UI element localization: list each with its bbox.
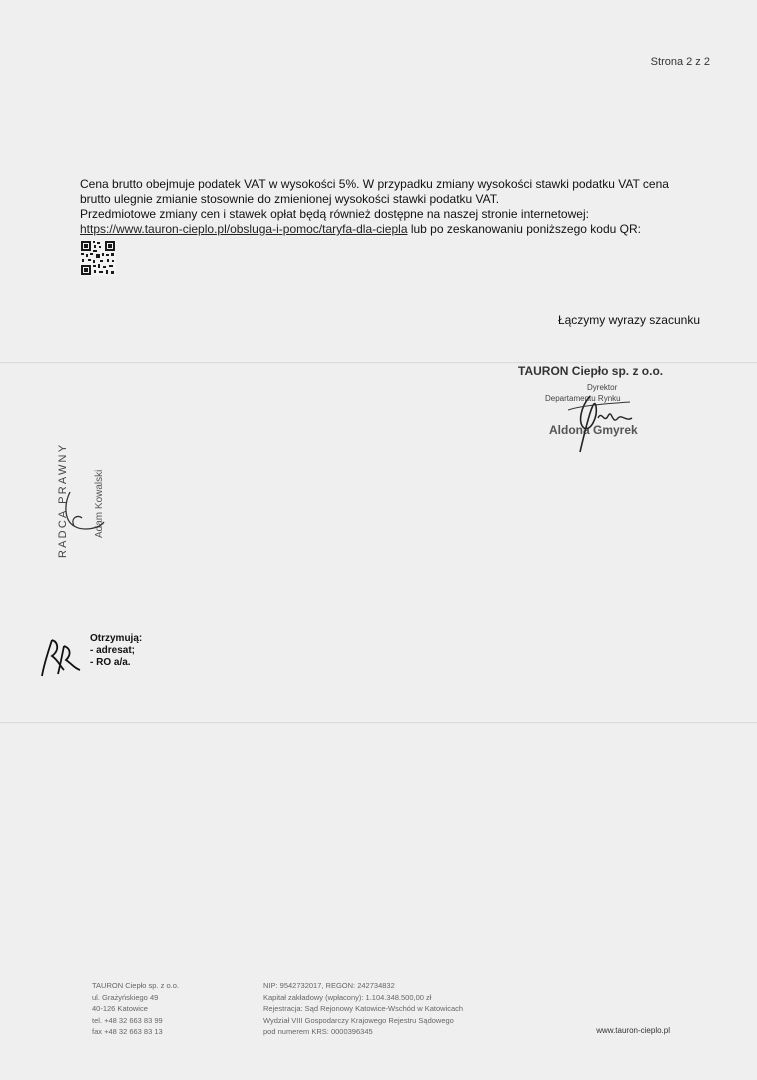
footer-registry [263, 980, 463, 1038]
body-line: Cena brutto obejmuje podatek VAT w wysokości 5%. W przypadku zmiany wysokości stawki podatku VAT cena [80, 177, 669, 191]
stamp-signature [60, 488, 110, 538]
footer-line: fax +48 32 663 83 13 [92, 1027, 163, 1036]
stamp-name: Adam Kowalski [94, 469, 105, 538]
signature-role: Departamentu Rynku [545, 394, 621, 403]
recipients-heading: Otrzymują: [90, 633, 143, 644]
footer-line: Kapitał zakładowy (wpłacony): 1.104.348.500,00 zł [263, 992, 432, 1002]
signature-name: Aldona Gmyrek [549, 423, 638, 437]
body-line: brutto ulegnie zmianie stosownie do zmienionej wysokości stawki podatku VAT. [80, 192, 500, 206]
footer-line: TAURON Ciepło sp. z o.o. [92, 981, 179, 990]
recipients-list [90, 633, 142, 669]
recipient-item: - RO a/a. [90, 657, 131, 668]
footer-website[interactable]: www.tauron-cieplo.pl [596, 1026, 670, 1035]
handwritten-initials [38, 636, 82, 678]
footer-line: ul. Grażyńskiego 49 [92, 992, 159, 1002]
tariff-link[interactable]: https://www.tauron-cieplo.pl/obsluga-i-pomoc/taryfa-dla-ciepla [80, 222, 408, 236]
signature-company: TAURON Ciepło sp. z o.o. [518, 364, 664, 378]
body-paragraph [80, 177, 720, 237]
qr-code-icon [80, 240, 116, 276]
page-number: Strona 2 z 2 [650, 56, 710, 68]
body-link-line [80, 222, 720, 237]
body-link-suffix: lub po zeskanowaniu poniższego kodu QR: [407, 222, 641, 236]
signature-role: Dyrektor [587, 383, 618, 392]
footer-address [92, 980, 179, 1038]
stamp-title: RADCA PRAWNY [57, 442, 69, 558]
footer-line: Wydział VIII Gospodarczy Krajowego Rejestru Sądowego [263, 1015, 454, 1025]
footer-line: pod numerem KRS: 0000396345 [263, 1027, 373, 1036]
footer-line: 40-126 Katowice [92, 1004, 148, 1013]
handwritten-signature [560, 388, 640, 458]
body-line: Przedmiotowe zmiany cen i stawek opłat będą również dostępne na naszej stronie internetowej: [80, 207, 589, 221]
recipient-item: - adresat; [90, 645, 136, 656]
footer-line: NIP: 9542732017, REGON: 242734832 [263, 981, 395, 990]
closing-phrase: Łączymy wyrazy szacunku [557, 313, 700, 327]
paper-fold-line [0, 722, 757, 724]
footer-line: tel. +48 32 663 83 99 [92, 1015, 163, 1025]
footer-line: Rejestracja: Sąd Rejonowy Katowice-Wschód w Katowicach [263, 1004, 464, 1013]
